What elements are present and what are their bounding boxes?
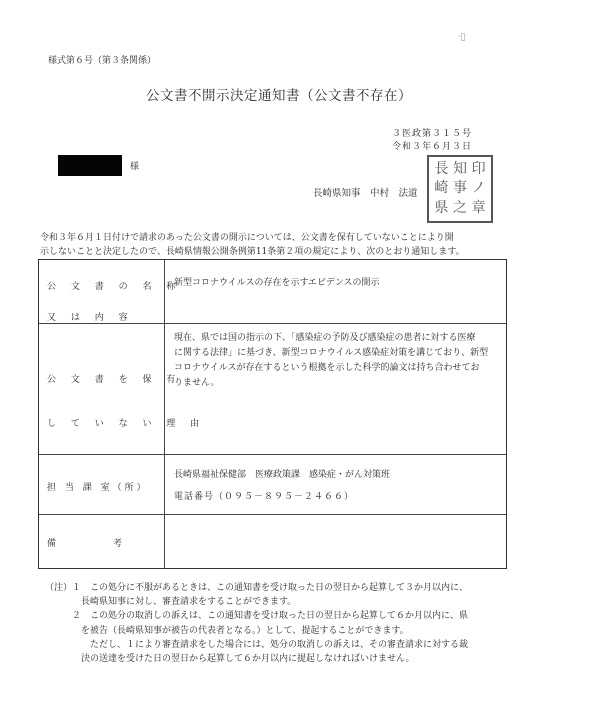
value-line: 長崎県福祉保健部 医療政策課 感染症・がん対策班 [174,470,391,480]
notes-section [45,581,468,666]
value-department [174,464,390,508]
value-reason [174,331,488,391]
label-line: 又 は 内 容 [47,313,134,323]
label-line: 公 文 書 を 保 有 [47,375,182,385]
value-line: りません。 [174,378,220,388]
note-line: 長崎県知事に対し、審査請求をすることができます。 [45,597,297,608]
seal-char: ノ [471,180,486,197]
note-line: を被告（長崎県知事が被告の代表者となる。）として、提起することができます。 [45,625,409,636]
value-line: 電話番号（０９５－８９５－２４６６） [174,492,355,502]
document-title: 公文書不開示決定通知書（公文書不存在） [146,88,412,104]
label-department [39,480,172,493]
redacted-recipient-name [58,155,122,176]
label-line: し て い な い 理 由 [47,419,206,429]
note-line: ２ この処分の取消しの訴えは、この通知書を受け取った日の翌日から起算して６か月以内に、県 [45,611,469,622]
value-line: 新型コロナウイルスの存在を示すエビデンスの開示 [174,278,380,288]
seal-char: 長 [434,161,449,177]
seal-char: 県 [434,199,449,216]
reference-number: ３医政第３１５号 [392,129,473,139]
label-line: 公 文 書 の 名 称 [47,282,182,292]
official-seal [427,155,493,223]
form-number: 様式第６号（第３条関係） [48,56,157,66]
issuer-name: 長崎県知事 中村 法道 [313,188,418,199]
recipient-honorific: 様 [130,162,140,172]
table-row-divider [39,454,506,455]
label-document-name [39,272,182,334]
intro-line: 令和３年６月１日付けで請求のあった公文書の開示については、公文書を保有していないことにより開 [40,233,454,243]
intro-paragraph [40,231,510,259]
seal-char: 之 [452,199,467,216]
seal-char: 章 [471,199,486,216]
decision-table [38,259,507,569]
seal-char: 知 [452,161,467,177]
seal-char: 事 [452,180,467,197]
table-row-divider [39,514,506,515]
label-remarks [39,536,172,549]
seal-char: 印 [471,161,486,177]
note-line: （注）１ この処分に不服があるときは、この通知書を受け取った日の翌日から起算して３か月以内に、 [45,583,469,593]
note-line: ただし、１により審査請求をした場合には、処分の取消しの訴えは、その審査請求に対する裁 [45,639,469,650]
value-document-name [174,276,380,291]
table-row-divider [39,323,506,324]
note-line: 決の送達を受けた日の翌日から起算して６か月以内に提起しなければいけません。 [45,654,415,665]
value-line: コロナウイルスが存在するという根拠を示した科学的論文は持ち合わせてお [174,363,480,373]
value-line: に関する法律」に基づき、新型コロナウイルス感染症対策を講じており、新型 [174,348,489,358]
scan-speck: ·ﾞ [458,32,466,41]
value-line: 現在、県では国の指示の下、「感染症の予防及び感染症の患者に対する医療 [174,333,476,343]
intro-line: 示しないことと決定したので、長崎県情報公開条例第11条第２項の規定により、次のとおり通知します。 [40,247,465,257]
issue-date: 令和３年６月３日 [392,142,473,152]
seal-char: 崎 [434,180,449,197]
label-line: 備 考 [47,539,125,549]
label-line: 担 当 課 室（所） [47,483,149,493]
